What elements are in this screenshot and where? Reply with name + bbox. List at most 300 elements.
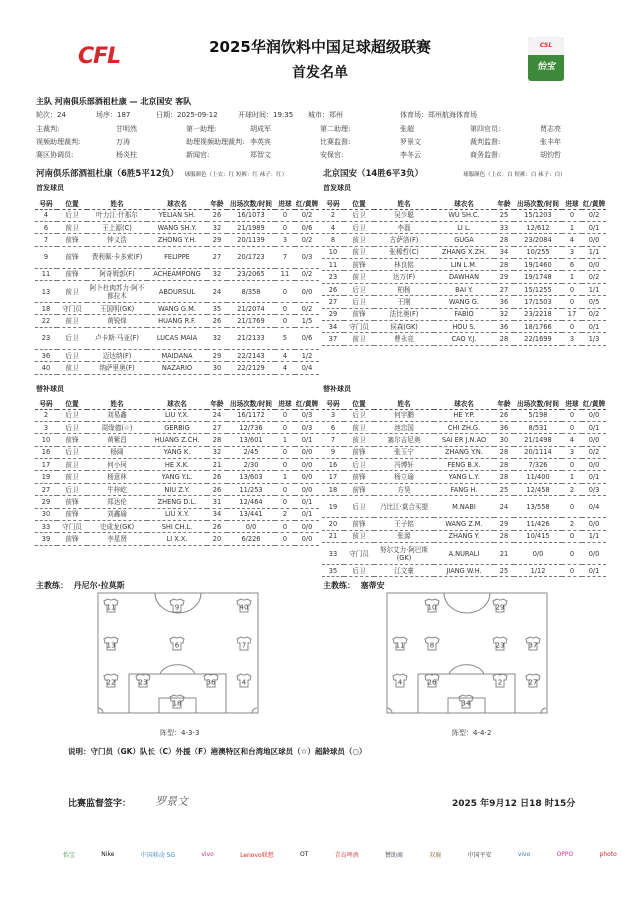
shirt-name: LIU Y.X. xyxy=(147,409,207,421)
official-name: 贾志亮 xyxy=(540,125,561,133)
official-name: 胡成军 xyxy=(250,125,271,133)
shirt-name: M.NABI xyxy=(434,496,494,518)
goals: 0 xyxy=(562,209,582,221)
player-name: 曹永竞 xyxy=(374,333,434,345)
player-name: 柏杨 xyxy=(374,283,434,295)
shirt-number: 29 xyxy=(322,308,344,320)
cards: 0/3 xyxy=(295,421,319,433)
player-name: 王上源(C) xyxy=(87,221,147,233)
position: 前卫 xyxy=(57,281,87,303)
appearances: 15/1255 xyxy=(514,283,562,295)
player-shirt-icon xyxy=(526,674,540,687)
official-name: 李英宾 xyxy=(250,138,271,146)
goals: 3 xyxy=(562,446,582,458)
position: 后卫 xyxy=(344,221,374,233)
shirt-name: ACHEAMPONG xyxy=(147,268,207,280)
cards: 0/0 xyxy=(295,483,319,495)
position: 前锋 xyxy=(57,533,87,545)
shirt-name: ZHANG Y.N. xyxy=(434,446,494,458)
player-row xyxy=(322,496,606,518)
away-team-header xyxy=(323,167,566,179)
player-name: 张玉宁 xyxy=(374,446,434,458)
official-role: 新闻官: xyxy=(186,151,210,159)
shirt-name: GUGA xyxy=(434,234,494,246)
age: 34 xyxy=(494,246,514,258)
player-name: 王刚 xyxy=(374,296,434,308)
column-header: 年龄 xyxy=(494,397,514,409)
cards: 0/6 xyxy=(295,221,319,233)
pitch-outline xyxy=(387,593,547,713)
goals: 0 xyxy=(275,421,295,433)
home-coach xyxy=(36,580,125,591)
shirt-number: 36 xyxy=(35,349,57,361)
player-name: 黄紫昌 xyxy=(87,434,147,446)
official-name: 罗景文 xyxy=(400,138,421,146)
stadium: 体育场：郑州航海体育场 xyxy=(400,111,477,119)
player-row xyxy=(322,459,606,471)
shirt-name: WANG Z.M. xyxy=(434,518,494,530)
penalty-arc xyxy=(160,665,195,674)
age: 33 xyxy=(494,221,514,233)
official-name: 张丰年 xyxy=(540,138,561,146)
sponsor-logo: photo xyxy=(599,850,617,858)
formation-label: 阵型： xyxy=(452,729,473,737)
position: 前锋 xyxy=(344,308,374,320)
appearances: 13/558 xyxy=(514,496,562,518)
shirt-number: 16 xyxy=(35,446,57,458)
sponsor-logo: 中国移动 5G xyxy=(140,851,176,859)
appearances: 21/2074 xyxy=(227,303,275,315)
age: 25 xyxy=(494,565,514,577)
column-header: 出场次数/时间 xyxy=(227,397,275,409)
age: 28 xyxy=(494,333,514,345)
position: 后卫 xyxy=(57,446,87,458)
goals: 3 xyxy=(562,333,582,345)
player-row xyxy=(35,221,319,233)
official-name: 郑智文 xyxy=(250,151,271,159)
player-name: 纳萨里奥(F) xyxy=(87,362,147,374)
appearances: 23/2218 xyxy=(514,308,562,320)
appearances: 0/0 xyxy=(514,543,562,565)
appearances: 17/1503 xyxy=(514,296,562,308)
age: 20 xyxy=(207,533,227,545)
age: 28 xyxy=(207,434,227,446)
cards: 0/2 xyxy=(582,271,606,283)
appearances: 19/1748 xyxy=(514,271,562,283)
sponsor-logo: 中国平安 xyxy=(467,851,492,859)
shirt-number: 6 xyxy=(322,421,344,433)
shirt-number: 30 xyxy=(35,508,57,520)
player-name: 迈达纳(F) xyxy=(87,349,147,361)
official-role: 比赛监督: xyxy=(320,138,351,146)
appearances: 11/400 xyxy=(514,471,562,483)
shirt-name: ZHONG Y.H. xyxy=(147,234,207,246)
position: 守门员 xyxy=(57,303,87,315)
shirt-number: 16 xyxy=(322,459,344,471)
appearances: 1/12 xyxy=(514,565,562,577)
player-name: 费利佩·卡多索(F) xyxy=(87,246,147,268)
shirt-number: 4 xyxy=(397,678,403,687)
cards: 0/0 xyxy=(582,459,606,471)
sponsor-logo: vivo xyxy=(201,850,214,858)
player-row xyxy=(322,421,606,433)
player-name: 刘易鑫 xyxy=(87,409,147,421)
column-header: 号码 xyxy=(35,397,57,409)
player-shirt-icon xyxy=(393,674,407,687)
player-name: 李磊 xyxy=(374,221,434,233)
shirt-number: 11 xyxy=(35,268,57,280)
shirt-name: LI L. xyxy=(434,221,494,233)
goals: 0 xyxy=(275,315,295,327)
age: 35 xyxy=(207,303,227,315)
goals: 2 xyxy=(275,508,295,520)
table-header-row xyxy=(322,197,606,209)
goals: 0 xyxy=(275,209,295,221)
player-shirt-icon xyxy=(237,637,251,650)
cards: 1/1 xyxy=(582,246,606,258)
player-shirt-icon xyxy=(493,637,507,650)
official-role: 第二助理: xyxy=(320,125,351,133)
home-team-name: 河南俱乐部酒祖杜康（6胜5平12负） xyxy=(36,169,179,179)
match-headline: 主队 河南俱乐部酒祖杜康 — 北京国安 客队 xyxy=(36,97,192,106)
player-name: 阿卜杜肉苏力·阿不都拉木 xyxy=(87,281,147,303)
position: 后卫 xyxy=(57,327,87,349)
player-shirt-icon xyxy=(493,599,507,612)
player-row xyxy=(35,362,319,374)
cards: 0/1 xyxy=(295,434,319,446)
column-header: 球衣名 xyxy=(147,397,207,409)
appearances: 22/1699 xyxy=(514,333,562,345)
shirt-name: ZHENG D.L. xyxy=(147,496,207,508)
player-row xyxy=(322,530,606,542)
shirt-name: LIN L.M. xyxy=(434,259,494,271)
shirt-number: 36 xyxy=(206,678,216,687)
appearances: 16/1172 xyxy=(227,409,275,421)
official-role: 视频助理裁判: xyxy=(36,138,81,146)
player-name: 林良铭 xyxy=(374,259,434,271)
player-name: 何小珂 xyxy=(87,459,147,471)
player-name: 周缘德(☆) xyxy=(87,421,147,433)
goals: 0 xyxy=(562,530,582,542)
age: 25 xyxy=(494,483,514,495)
cards: 0/0 xyxy=(295,533,319,545)
shirt-number: 27 xyxy=(528,678,538,687)
shirt-name: SHI CH.L. xyxy=(147,521,207,533)
shirt-number: 10 xyxy=(427,603,437,612)
player-name: 达万(F) xyxy=(374,271,434,283)
signature-label: 比赛监督签字： xyxy=(68,799,132,809)
away-formation-pitch xyxy=(386,592,548,714)
goals: 7 xyxy=(275,246,295,268)
cards: 1/3 xyxy=(582,333,606,345)
cards: 0/1 xyxy=(582,471,606,483)
shirt-number: 11 xyxy=(106,603,116,612)
player-row xyxy=(322,483,606,495)
age: 27 xyxy=(494,283,514,295)
player-shirt-icon xyxy=(425,637,439,650)
shirt-number: 27 xyxy=(35,483,57,495)
official-name: 甘明然 xyxy=(116,125,137,133)
cards: 0/0 xyxy=(582,434,606,446)
shirt-number: 3 xyxy=(322,409,344,421)
cards: 0/0 xyxy=(582,409,606,421)
player-row xyxy=(35,521,319,533)
position: 前锋 xyxy=(344,483,374,495)
age: 27 xyxy=(207,421,227,433)
player-name: 牛梓屹 xyxy=(87,483,147,495)
player-row xyxy=(322,296,606,308)
city: 城市：郑州 xyxy=(308,111,343,119)
cards: 0/0 xyxy=(582,543,606,565)
age: 32 xyxy=(207,268,227,280)
age: 28 xyxy=(494,459,514,471)
player-shirt-icon xyxy=(237,674,251,687)
shirt-number: 3 xyxy=(35,421,57,433)
center-circle xyxy=(444,593,490,613)
cards: 0/1 xyxy=(582,221,606,233)
player-name: 王国明(GK) xyxy=(87,303,147,315)
player-name: 何宇鹏 xyxy=(374,409,434,421)
shirt-name: BAI Y. xyxy=(434,283,494,295)
home-kit: 球服颜色（上衣：红 短裤：红 袜子：红） xyxy=(184,172,288,178)
age: 32 xyxy=(494,308,514,320)
sponsor-logo: vivo xyxy=(517,850,531,858)
age: 21 xyxy=(494,543,514,565)
player-shirt-icon xyxy=(104,599,118,612)
age: 31 xyxy=(207,496,227,508)
age: 26 xyxy=(207,521,227,533)
player-row xyxy=(35,496,319,508)
goals: 3 xyxy=(275,234,295,246)
shirt-name: FABIO xyxy=(434,308,494,320)
shirt-name: WANG G.M. xyxy=(147,303,207,315)
goals: 3 xyxy=(562,246,582,258)
age: 28 xyxy=(494,259,514,271)
cards: 0/0 xyxy=(295,281,319,303)
position: 后卫 xyxy=(57,209,87,221)
player-name: 史成龙(GK) xyxy=(87,521,147,533)
shirt-number: 19 xyxy=(322,496,344,518)
goals: 4 xyxy=(562,234,582,246)
player-name: 卢卡斯·马亚(F) xyxy=(87,327,147,349)
page-title: 2025华润饮料中国足球超级联赛 xyxy=(209,38,431,56)
appearances: 21/1989 xyxy=(227,221,275,233)
player-shirt-icon xyxy=(237,599,251,612)
player-row xyxy=(35,446,319,458)
position: 前卫 xyxy=(57,471,87,483)
column-header: 红/黄牌 xyxy=(582,197,606,209)
age: 29 xyxy=(494,271,514,283)
shirt-name: ABDURSUL xyxy=(147,281,207,303)
cards: 1/5 xyxy=(295,315,319,327)
shirt-number: 26 xyxy=(322,283,344,295)
goals: 0 xyxy=(275,459,295,471)
round: 轮次：24 xyxy=(36,111,66,119)
shirt-name: LI X.X. xyxy=(147,533,207,545)
cards: 0/3 xyxy=(295,409,319,421)
cards: 0/6 xyxy=(295,327,319,349)
sign-datetime: 2025 年9月12 日18 时15分 xyxy=(452,799,576,809)
csl-logo-text: CSL xyxy=(528,37,564,55)
position: 守门员 xyxy=(344,321,374,333)
position: 后卫 xyxy=(344,459,374,471)
player-row xyxy=(35,409,319,421)
appearances: 19/1460 xyxy=(514,259,562,271)
column-header: 球衣名 xyxy=(434,397,494,409)
appearances: 13/603 xyxy=(227,471,275,483)
player-row xyxy=(35,209,319,221)
away-coach-name: 塞蒂安 xyxy=(360,581,385,590)
position: 前卫 xyxy=(344,246,374,258)
player-name: 杨意林 xyxy=(87,471,147,483)
appearances: 6/226 xyxy=(227,533,275,545)
official-role: 助理视频助理裁判: xyxy=(186,138,245,146)
corner-arcs xyxy=(387,708,546,713)
away-kit: 球服颜色（上衣：白 短裤：白 袜子：白） xyxy=(463,172,566,178)
shirt-name: NIU Z.Y. xyxy=(147,483,207,495)
away-subs-table xyxy=(322,397,606,577)
home-formation-value: 4-3-3 xyxy=(181,729,200,737)
player-name: 刘鑫瑜 xyxy=(87,508,147,520)
shirt-name: YELIAN SH. xyxy=(147,209,207,221)
player-row xyxy=(322,434,606,446)
goals: 0 xyxy=(275,281,295,303)
shirt-number: 27 xyxy=(322,296,344,308)
cards: 0/2 xyxy=(295,268,319,280)
goals: 0 xyxy=(275,303,295,315)
cards: 0/1 xyxy=(295,508,319,520)
column-header: 球衣名 xyxy=(147,197,207,209)
shirt-number: 8 xyxy=(429,641,435,650)
position: 前卫 xyxy=(344,234,374,246)
appearances: 20/1114 xyxy=(514,446,562,458)
appearances: 21/2133 xyxy=(227,327,275,349)
sponsor-logo: 怡宝 xyxy=(63,851,76,859)
official-name: 万涛 xyxy=(116,138,130,146)
shirt-name: YANG Y.L. xyxy=(147,471,207,483)
player-row xyxy=(35,349,319,361)
position: 前锋 xyxy=(57,246,87,268)
player-row xyxy=(35,315,319,327)
shirt-name: FELIPPE xyxy=(147,246,207,268)
shirt-name: CAO Y.J. xyxy=(434,333,494,345)
appearances: 7/326 xyxy=(514,459,562,471)
shirt-number: 17 xyxy=(322,471,344,483)
player-row xyxy=(35,434,319,446)
shirt-number: 39 xyxy=(35,533,57,545)
position: 后卫 xyxy=(344,409,374,421)
column-header: 号码 xyxy=(322,397,344,409)
cards: 0/2 xyxy=(582,209,606,221)
official-role: 第四官员: xyxy=(470,125,501,133)
shirt-name: WANG G. xyxy=(434,296,494,308)
kickoff: 开球时间：19:35 xyxy=(238,111,294,119)
signature: 罗景文 xyxy=(155,795,188,808)
home-subs-label: 替补球员 xyxy=(36,385,64,393)
cards: 1/1 xyxy=(582,283,606,295)
shirt-number: 8 xyxy=(322,234,344,246)
shirt-number: 40 xyxy=(239,603,249,612)
away-subs-label: 替补球员 xyxy=(323,385,351,393)
column-header: 位置 xyxy=(57,197,87,209)
goals: 0 xyxy=(275,521,295,533)
shirt-number: 37 xyxy=(322,333,344,345)
column-header: 位置 xyxy=(57,397,87,409)
position: 后卫 xyxy=(57,349,87,361)
coach-label: 主教练： xyxy=(323,581,355,590)
cards: 0/0 xyxy=(582,259,606,271)
cards: 0/1 xyxy=(582,565,606,577)
player-name: 李星贤 xyxy=(87,533,147,545)
cards: 0/1 xyxy=(582,421,606,433)
formation-label: 阵型： xyxy=(160,729,181,737)
player-row xyxy=(322,234,606,246)
player-row xyxy=(35,459,319,471)
cards: 0/4 xyxy=(295,362,319,374)
cards: 0/2 xyxy=(295,303,319,315)
player-shirt-icon xyxy=(493,674,507,687)
goals: 0 xyxy=(562,496,582,518)
position: 后卫 xyxy=(344,209,374,221)
position: 前锋 xyxy=(57,434,87,446)
column-header: 出场次数/时间 xyxy=(227,197,275,209)
appearances: 20/1139 xyxy=(227,234,275,246)
player-row xyxy=(322,471,606,483)
position: 后卫 xyxy=(57,483,87,495)
player-name: 努尔艾力·阿巴斯(GK) xyxy=(374,543,434,565)
shirt-name: DAWHAN xyxy=(434,271,494,283)
appearances: 12/458 xyxy=(514,483,562,495)
appearances: 0/0 xyxy=(227,521,275,533)
goals: 4 xyxy=(562,434,582,446)
column-header: 出场次数/时间 xyxy=(514,397,562,409)
player-row xyxy=(322,446,606,458)
player-name: 法比奥(F) xyxy=(374,308,434,320)
column-header: 进球 xyxy=(275,397,295,409)
appearances: 5/198 xyxy=(514,409,562,421)
player-name: 吴少聪 xyxy=(374,209,434,221)
shirt-number: 4 xyxy=(35,209,57,221)
player-row xyxy=(322,271,606,283)
column-header: 姓名 xyxy=(374,397,434,409)
appearances: 13/441 xyxy=(227,508,275,520)
player-row xyxy=(35,327,319,349)
shirt-number: 34 xyxy=(322,321,344,333)
player-shirt-icon xyxy=(104,674,118,687)
age: 26 xyxy=(207,315,227,327)
player-row xyxy=(322,518,606,530)
shirt-number: 7 xyxy=(322,434,344,446)
appearances: 21/1498 xyxy=(514,434,562,446)
goals: 5 xyxy=(275,327,295,349)
official-role: 主裁判: xyxy=(36,125,60,133)
position: 守门员 xyxy=(57,521,87,533)
shirt-number: 33 xyxy=(322,543,344,565)
sponsor-logo: Lenovo联想 xyxy=(240,851,274,859)
player-shirt-icon xyxy=(170,637,184,650)
goals: 0 xyxy=(562,565,582,577)
shirt-name: FANG H. xyxy=(434,483,494,495)
shirt-name: HUANG Z.CH. xyxy=(147,434,207,446)
goals: 1 xyxy=(275,471,295,483)
sponsor-logo: OT xyxy=(299,850,309,858)
player-row xyxy=(322,308,606,320)
away-starters-label: 首发球员 xyxy=(323,184,351,192)
cards: 0/0 xyxy=(582,234,606,246)
player-row xyxy=(35,421,319,433)
shirt-name: SAI ER J.N.AO xyxy=(434,434,494,446)
age: 26 xyxy=(494,409,514,421)
